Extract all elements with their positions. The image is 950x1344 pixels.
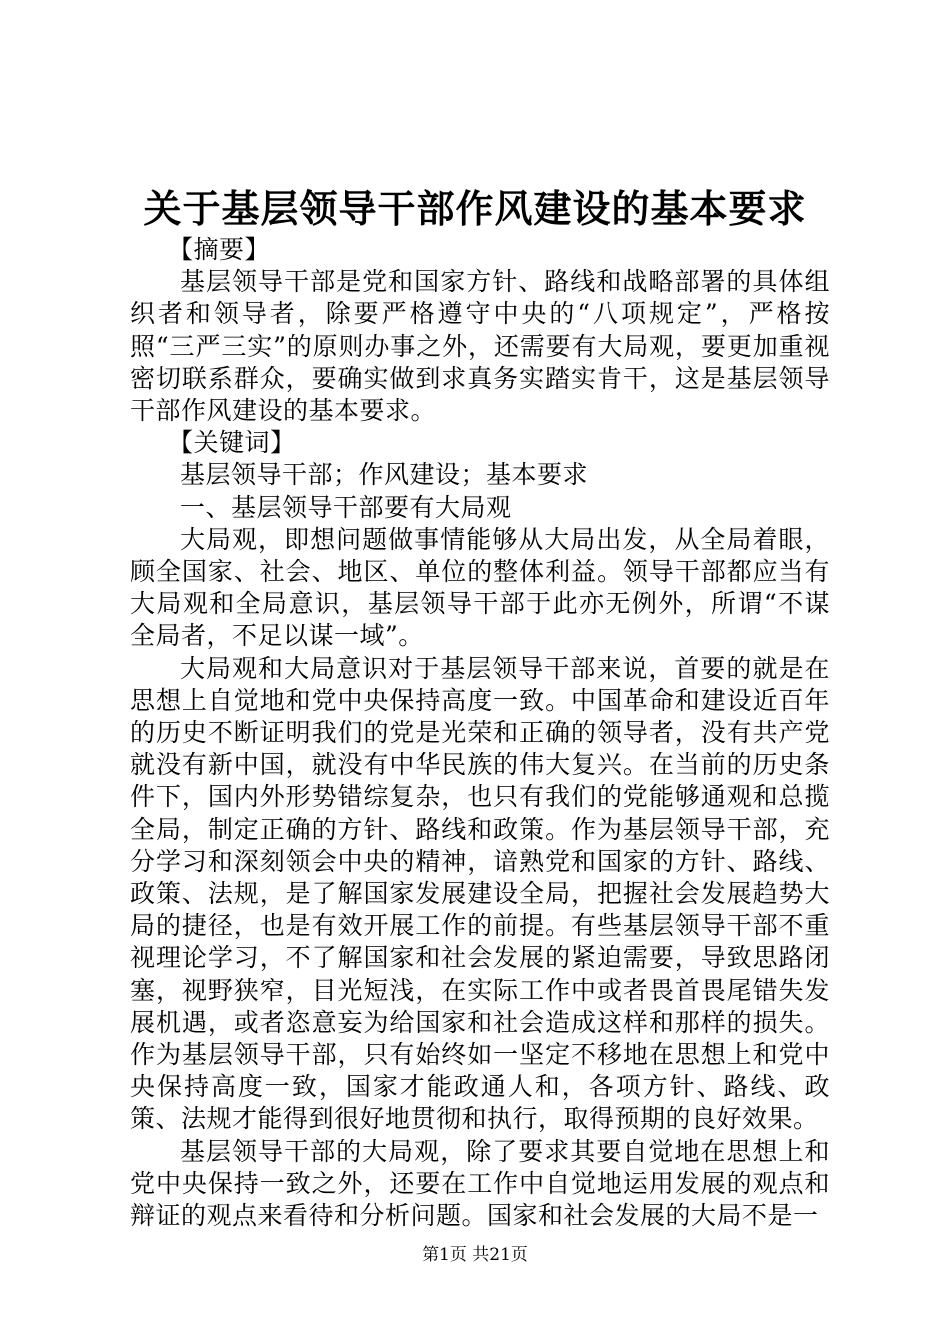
document-title: 关于基层领导干部作风建设的基本要求 bbox=[143, 186, 807, 231]
abstract-paragraph: 基层领导干部是党和国家方针、路线和战略部署的具体组织者和领导者，除要严格遵守中央的“八项规定”，严格按照“三严三实”的原则办事之外，还需要有大局观，要更加重视密切联系群众，要确实做到求真务实踏实肯干，这是基层领导干部作风建设的基本要求。 bbox=[130, 267, 830, 426]
section-heading: 一、基层领导干部要有大局观 bbox=[180, 492, 512, 522]
keywords-paragraph: 基层领导干部；作风建设；基本要求 bbox=[180, 460, 589, 490]
page-footer: 第1页 共21页 bbox=[422, 1245, 528, 1265]
keywords-heading: 【关键词】 bbox=[168, 428, 296, 458]
body-paragraph: 大局观，即想问题做事情能够从大局出发，从全局着眼，顾全国家、社会、地区、单位的整体利益。领导干部都应当有大局观和全局意识，基层领导干部于此亦无例外，所谓“不谋全局者，不足以谋一域”。 bbox=[130, 524, 830, 651]
document-body bbox=[130, 234, 830, 1232]
body-paragraph: 基层领导干部的大局观，除了要求其要自觉地在思想上和党中央保持一致之外，还要在工作中自觉地运用发展的观点和辩证的观点来看待和分析问题。国家和社会发展的大局不是一 bbox=[130, 1136, 830, 1231]
abstract-heading: 【摘要】 bbox=[168, 235, 271, 264]
body-paragraph: 大局观和大局意识对于基层领导干部来说，首要的就是在思想上自觉地和党中央保持高度一致。中国革命和建设近百年的历史不断证明我们的党是光荣和正确的领导者，没有共产党就没有新中国，就没有中华民族的伟大复兴。在当前的历史条件下，国内外形势错综复杂，也只有我们的党能够通观和总揽全局，制定正确的方针、路线和政策。作为基层领导干部，充分学习和深刻领会中央的精神，谙熟党和国家的方针、路线、政策、法规，是了解国家发展建设全局，把握社会发展趋势大局的捷径，也是有效开展工作的前提。有些基层领导干部不重视理论学习，不了解国家和社会发展的紧迫需要，导致思路闭塞，视野狭窄，目光短浅，在实际工作中或者畏首畏尾错失发展机遇，或者恣意妄为给国家和社会造成这样和那样的损失。作为基层领导干部，只有始终如一坚定不移地在思想上和党中央保持高度一致，国家才能政通人和，各项方针、路线、政策、法规才能得到很好地贯彻和执行，取得预期的良好效果。 bbox=[130, 653, 830, 1134]
